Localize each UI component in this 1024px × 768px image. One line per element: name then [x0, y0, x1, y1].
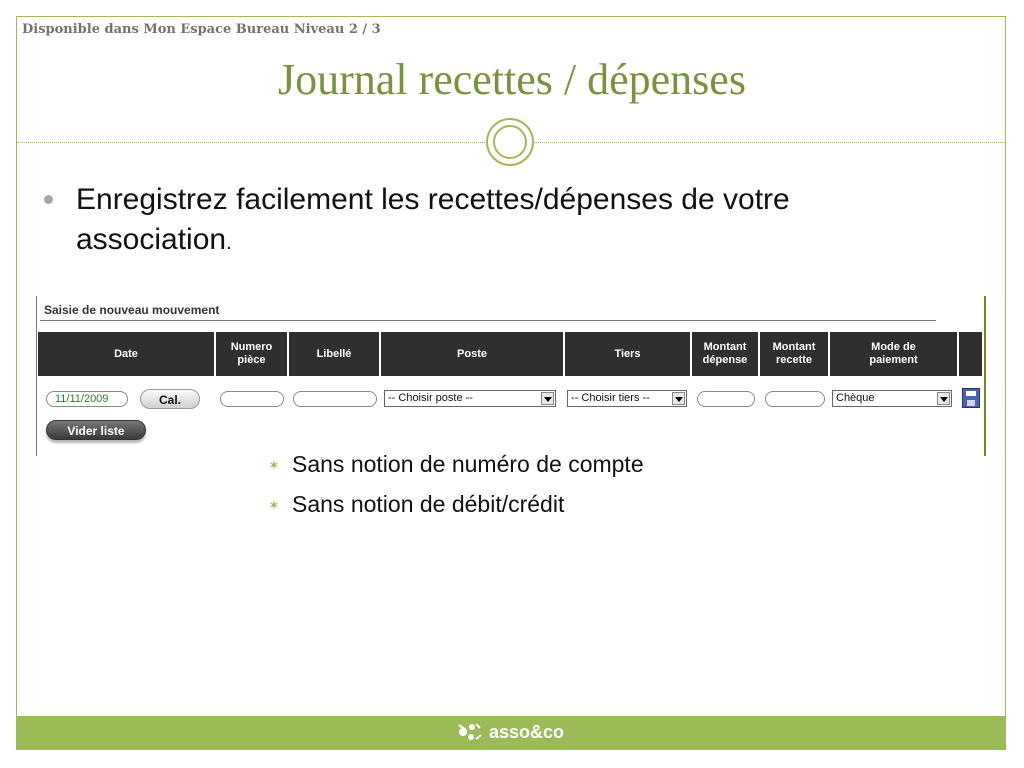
column-header-poste: Poste — [381, 332, 563, 376]
column-header-numero-piece: Numero pièce — [216, 332, 287, 376]
panel-left-border — [36, 296, 37, 456]
libelle-input[interactable] — [293, 391, 377, 407]
column-header-tiers: Tiers — [565, 332, 690, 376]
montant-depense-input[interactable] — [697, 391, 755, 407]
date-input[interactable]: 11/11/2009 — [46, 391, 128, 407]
save-icon[interactable] — [962, 388, 980, 408]
tiers-select[interactable] — [567, 390, 687, 407]
tiers-select-value: -- Choisir tiers -- — [571, 392, 650, 404]
sub-bullet-1 — [268, 451, 644, 478]
bullet-star-icon: ✶ — [268, 497, 280, 513]
asso-co-logo — [456, 720, 564, 744]
montant-recette-input[interactable] — [765, 391, 825, 407]
mode-paiement-select[interactable] — [832, 390, 952, 407]
numero-piece-input[interactable] — [220, 391, 284, 407]
bullet-star-icon: ✶ — [268, 457, 280, 473]
ring-ornament — [486, 118, 534, 166]
dropdown-arrow-icon[interactable] — [541, 392, 554, 405]
main-bullet-text — [76, 180, 924, 263]
main-bullet — [44, 180, 924, 263]
page-title: Journal recettes / dépenses — [278, 55, 746, 104]
asso-co-logo-icon — [456, 721, 486, 743]
dropdown-arrow-icon[interactable] — [937, 392, 950, 405]
vider-liste-button[interactable]: Vider liste — [46, 420, 146, 440]
column-header-montant-recette: Montant recette — [760, 332, 828, 376]
poste-select-value: -- Choisir poste -- — [388, 392, 473, 404]
calendar-button[interactable]: Cal. — [140, 389, 200, 409]
top-label: Disponible dans Mon Espace Bureau Niveau 2 / 3 — [22, 22, 381, 37]
panel-right-border — [984, 296, 986, 456]
poste-select[interactable] — [384, 390, 556, 407]
entry-form-panel — [36, 296, 986, 456]
dropdown-arrow-icon[interactable] — [672, 392, 685, 405]
column-header-date: Date — [38, 332, 214, 376]
mode-paiement-select-value: Chèque — [836, 392, 875, 404]
main-bullet-label: Enregistrez facilement les recettes/dépenses de votre association — [76, 183, 790, 256]
sub-bullet-2-text: Sans notion de débit/crédit — [292, 491, 565, 517]
sub-bullet-1-text: Sans notion de numéro de compte — [292, 451, 644, 477]
logo-text: asso&co — [489, 721, 565, 742]
column-header-action — [959, 332, 982, 376]
form-title-underline — [40, 320, 936, 321]
form-title: Saisie de nouveau mouvement — [44, 303, 220, 317]
bullet-dot-icon — [44, 195, 53, 204]
sub-bullet-2 — [268, 491, 564, 518]
column-header-mode-paiement: Mode de paiement — [830, 332, 957, 376]
main-bullet-period: . — [226, 232, 232, 254]
column-header-montant-depense: Montant dépense — [692, 332, 758, 376]
column-header-libelle: Libellé — [289, 332, 379, 376]
